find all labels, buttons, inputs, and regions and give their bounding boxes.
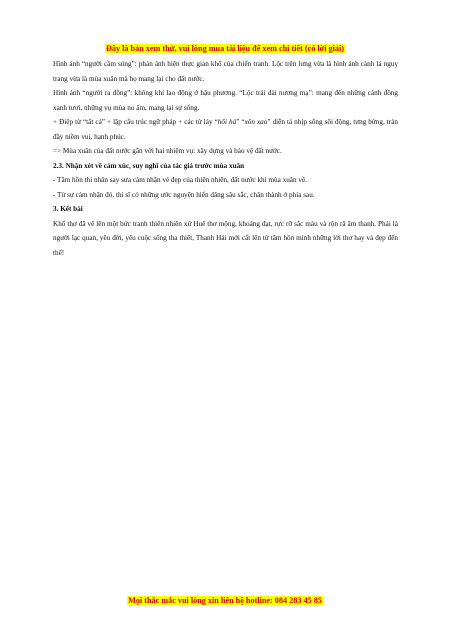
paragraph-ket-bai: Khổ thơ đã vẽ lên một bức tranh thiên nhiên xứ Huế thơ mộng, khoáng đạt, rực rỡ sắc màu và rộn rã âm thanh. Phải là người lạc quan, yêu đời, yêu cuộc sống tha thiết, Thanh Hải mới cất lên từ tâm hồn mình những lời thơ hay và đẹp đến thế! bbox=[53, 219, 398, 257]
hotline-notice-text: Mọi thắc mắc vui lòng xin liên hệ hotline: 084 283 45 85 bbox=[128, 596, 322, 605]
diep-tu-italic-xon-xao: xôn xao bbox=[244, 118, 268, 126]
paragraph-nguoi-ra-dong: Hình ảnh “người ra đồng”: không khí lao động ở hậu phương. “Lộc trải dài nương mạ”: mang đến những cánh đồng xanh tươi, những vụ mùa no ấm, mang lại sự sống. bbox=[53, 89, 398, 112]
section-heading-2-3: 2.3. Nhận xét về cảm xúc, suy nghĩ của tác giả trước mùa xuân bbox=[53, 161, 245, 170]
paragraph-diep-tu bbox=[53, 115, 398, 144]
preview-notice-text: Đây là bản xem thử, vui lòng mua tài liệu để xem chi tiết (có lời giải) bbox=[105, 44, 344, 53]
paragraph-uoc-nguyen: - Từ sự cảm nhận đó, thi sĩ có những ước nguyện hiến dâng sâu sắc, chân thành ở phía sau. bbox=[53, 190, 315, 199]
diep-tu-text-mid: ” “ bbox=[236, 118, 245, 126]
paragraph-tam-hon-thi-nhan: - Tâm hồn thi nhân say sưa cảm nhận vẻ đẹp của thiên nhiên, đất nước khi mùa xuân về. bbox=[53, 176, 307, 184]
diep-tu-italic-hoi-ha: hối hả bbox=[217, 118, 237, 126]
diep-tu-text-end: ” diễn tả nhịp sống sôi động, tưng bừng, tràn đầy niềm vui, hạnh phúc. bbox=[53, 118, 398, 141]
paragraph-conclusion-arrow: => Mùa xuân của đất nước gắn với hai nhiệm vụ: xây dựng và bảo vệ đất nước. bbox=[53, 147, 282, 155]
section-heading-3: 3. Kết bài bbox=[53, 205, 83, 213]
preview-notice-banner bbox=[0, 44, 450, 54]
diep-tu-text-start: + Điệp từ “tất cả” + lặp cấu trúc ngữ pháp + các từ láy “ bbox=[53, 118, 218, 126]
paragraph-nguoi-cam-sung: Hình ảnh “người cầm súng”: phản ánh hiện thực gian khổ của chiến tranh. Lộc trên lưng vừa là hình ảnh cành lá nguỵ trang vừa là mùa xuân mà họ mang lại cho đất nước. bbox=[53, 60, 398, 83]
hotline-notice-banner bbox=[0, 596, 450, 606]
document-body bbox=[53, 57, 398, 260]
